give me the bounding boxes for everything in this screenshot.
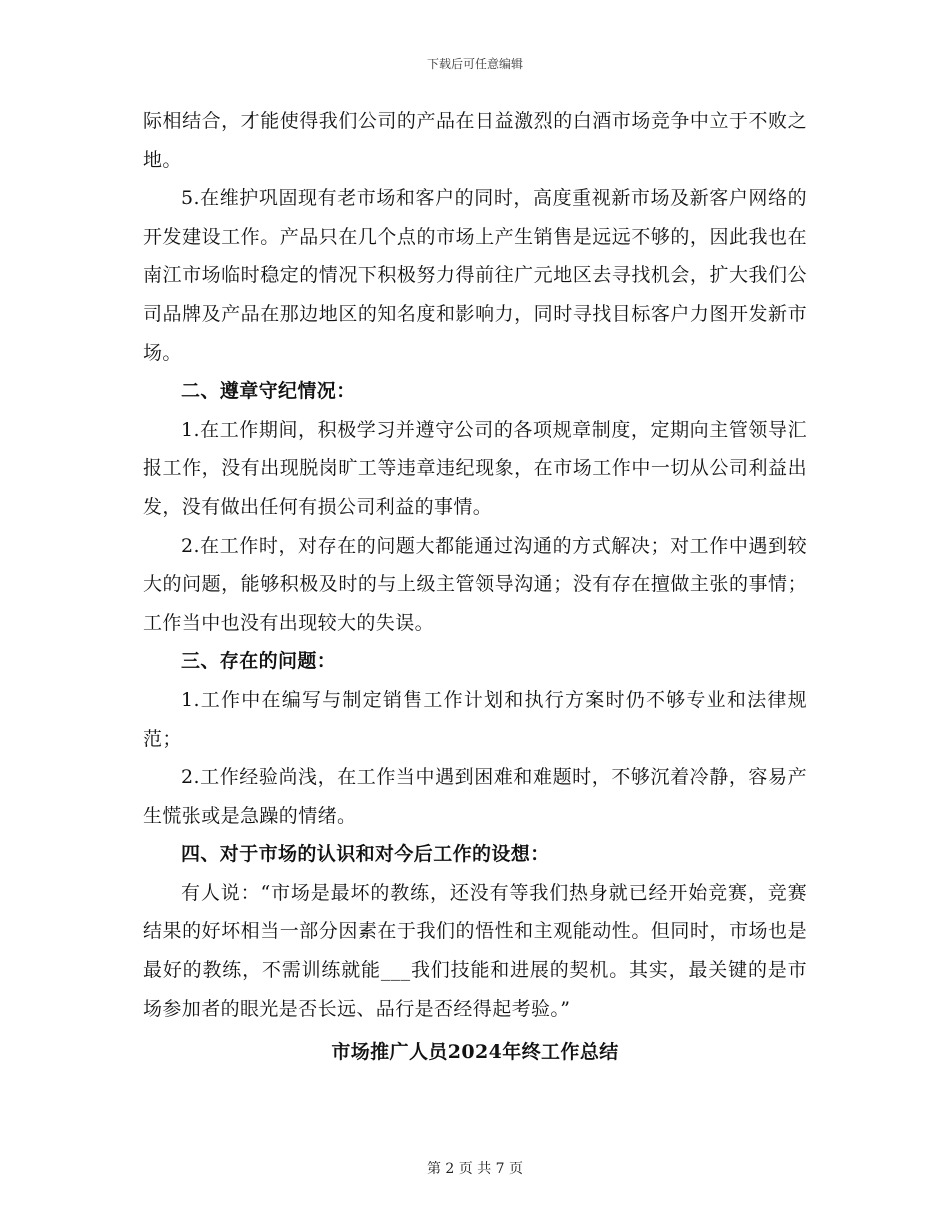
page-header: 下载后可任意编辑 xyxy=(426,57,523,71)
section-heading-2: 二、遵章守纪情况： xyxy=(181,380,356,403)
paragraph-3-2: 2.工作经验尚浅，在工作当中遇到困难和难题时，不够沉着冷静，容易产生慌张或是急躁的情绪。 xyxy=(143,766,807,827)
paragraph-2-2: 2.在工作时，对存在的问题大都能通过沟通的方式解决；对工作中遇到较大的问题，能够积极及时的与上级主管领导沟通；没有存在擅做主张的事情；工作当中也没有出现较大的失误。 xyxy=(143,534,807,634)
document-title: 市场推广人员2024年终工作总结 xyxy=(331,1041,619,1063)
section-heading-3: 三、存在的问题： xyxy=(181,650,337,673)
paragraph-4-1: 有人说：“市场是最坏的教练，还没有等我们热身就已经开始竞赛，竞赛结果的好坏相当一部分因素在于我们的悟性和主观能动性。但同时，市场也是最好的教练，不需训练就能___我们技能和进展的契机。其实，最关键的是市场参加者的眼光是否长远、品行是否经得起考验。” xyxy=(143,881,807,1020)
paragraph-item-5: 5.在维护巩固现有老市场和客户的同时，高度重视新市场及新客户网络的开发建设工作。产品只在几个点的市场上产生销售是远远不够的，因此我也在南江市场临时稳定的情况下积极努力得前往广元地区去寻找机会，扩大我们公司品牌及产品在那边地区的知名度和影响力，同时寻找目标客户力图开发新市场。 xyxy=(143,187,807,364)
section-heading-4: 四、对于市场的认识和对今后工作的设想： xyxy=(181,843,550,866)
page-footer: 第 2 页 共 7 页 xyxy=(426,1161,524,1177)
paragraph-2-1: 1.在工作期间，积极学习并遵守公司的各项规章制度，定期向主管领导汇报工作，没有出现脱岗旷工等违章违纪现象，在市场工作中一切从公司利益出发，没有做出任何有损公司利益的事情。 xyxy=(143,418,807,518)
document-body xyxy=(143,102,807,1028)
paragraph-3-1: 1.工作中在编写与制定销售工作计划和执行方案时仍不够专业和法律规范； xyxy=(143,688,807,750)
paragraph-intro: 际相结合，才能使得我们公司的产品在日益激烈的白酒市场竞争中立于不败之地。 xyxy=(143,110,807,171)
